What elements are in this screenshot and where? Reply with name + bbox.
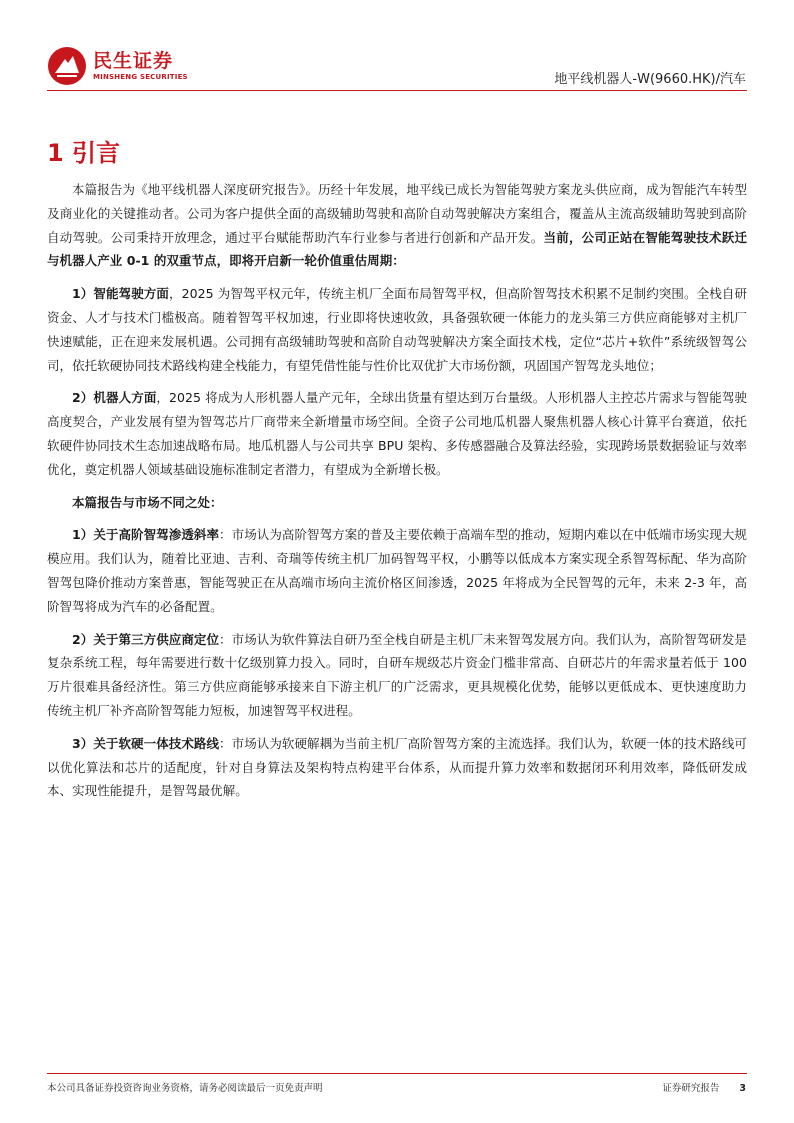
company-logo (47, 44, 188, 88)
minsheng-logo-icon (47, 46, 87, 86)
footer-divider (47, 1073, 747, 1074)
footer-info (662, 1080, 746, 1094)
header-divider (47, 90, 747, 91)
paragraph-robotics: 2）机器人方面，2025 将成为人形机器人量产元年，全球出货量有望达到万台量级。人形机器人主控芯片需求与智能驾驶高度契合，产业发展有望为智驾芯片厂商带来全新增量市场空间。全资子公司地瓜机器人聚焦机器人核心计算平台赛道，依托软硬件协同技术生态加速战略布局。地瓜机器人与公司共享 BPU 架构、多传感器融合及算法经验，实现跨场景数据验证与效率优化，奠定机器人领域基础设施标准制定者潜力，有望成为全新增长极。 (47, 390, 747, 477)
report-type: 证券研究报告 (662, 1083, 720, 1094)
paragraph-hw-sw: 3）关于软硬一体技术路线：市场认为软硬解耦为当前主机厂高阶智驾方案的主流选择。我们认为，软硬一体的技术路线可以优化算法和芯片的适配度，针对自身算法及架构特点构建平台体系，从而提升算力效率和数据闭环利用效率，降低研发成本、实现性能提升，是智驾最优解。 (47, 735, 747, 799)
paragraph-penetration: 1）关于高阶智驾渗透斜率：市场认为高阶智驾方案的普及主要依赖于高端车型的推动，短期内难以在中低端市场实现大规模应用。我们认为，随着比亚迪、吉利、奇瑞等传统主机厂加码智驾平权，小鹏等以低成本方案实现全系智驾标配、华为高阶智驾包降价推动方案普惠，智能驾驶正在从高端市场向主流价格区间渗透，2025 年将成为全民智驾的元年，未来 2-3 年，高阶智驾将成为汽车的必备配置。 (47, 527, 747, 614)
section-title: 1 引言 (47, 139, 121, 167)
logo-chinese-name: 民生证券 (93, 50, 174, 72)
page-number: 3 (739, 1083, 746, 1094)
paragraph-differences-heading: 本篇报告与市场不同之处： (72, 494, 223, 510)
document-tag: 地平线机器人-W(9660.HK)/汽车 (554, 72, 746, 87)
paragraph-third-party: 2）关于第三方供应商定位：市场认为软件算法自研乃至全栈自研是主机厂未来智驾发展方向。我们认为，高阶智驾研发是复杂系统工程，每年需要进行数十亿级别算力投入。同时，自研车规级芯片资金门槛非常高、自研芯片的年需求量若低于 100 万片很难具备经济性。第三方供应商能够承接来自下游主机厂的广泛需求，更具规模化优势，能够以更低成本、更快速度助力传统主机厂补齐高阶智驾能力短板，加速智驾平权进程。 (47, 631, 747, 718)
logo-english-name: MINSHENG SECURITIES (93, 73, 188, 81)
body-content (47, 178, 747, 812)
footer-disclaimer: 本公司具备证券投资咨询业务资格，请务必阅读最后一页免责声明 (47, 1083, 323, 1094)
paragraph-intro: 本篇报告为《地平线机器人深度研究报告》。历经十年发展，地平线已成长为智能驾驶方案龙头供应商，成为智能汽车转型及商业化的关键推动者。公司为客户提供全面的高级辅助驾驶和高阶自动驾驶解决方案组合，覆盖从主流高级辅助驾驶到高阶自动驾驶。公司秉持开放理念，通过平台赋能帮助汽车行业参与者进行创新和产品开发。当前，公司正站在智能驾驶技术跃迁与机器人产业 0-1 的双重节点，即将开启新一轮价值重估周期： (47, 182, 747, 269)
paragraph-autonomous-driving: 1）智能驾驶方面，2025 为智驾平权元年，传统主机厂全面布局智驾平权，但高阶智驾技术积累不足制约突围。全栈自研资金、人才与技术门槛极高。随着智驾平权加速，行业即将快速收敛，具备强软硬一体能力的龙头第三方供应商能够对主机厂快速赋能，正在迎来发展机遇。公司拥有高级辅助驾驶和高阶自动驾驶解决方案全面技术栈，定位“芯片+软件”系统级智驾公司，依托软硬协同技术路线构建全栈能力，有望凭借性能与性价比双优扩大市场份额，巩固国产智驾龙头地位； (47, 286, 747, 373)
